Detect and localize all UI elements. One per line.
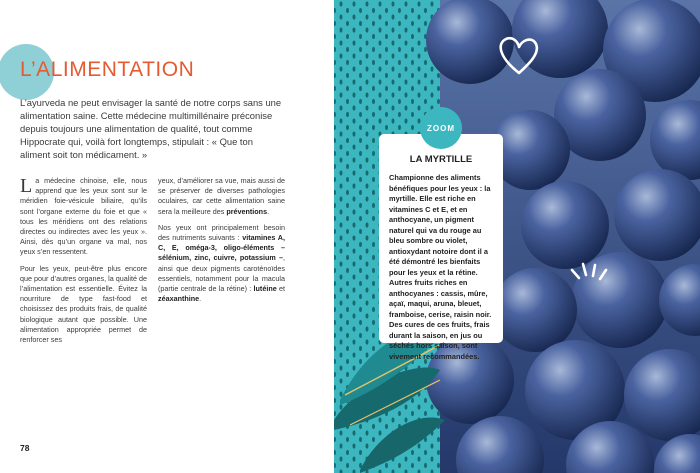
zoom-card-text	[389, 173, 495, 362]
column1-paragraph-2: Pour les yeux, peut-être plus encore que pour d’autres organes, la qualité de l’alimentation est essentielle. Évitez la nourriture de type fast-food et choisissez des produits frais, de qualité biologique autant que possible. Une alimentation appropriée permet de renforcer ses	[20, 263, 147, 345]
left-page	[0, 0, 334, 473]
drop-cap: L	[20, 175, 33, 197]
zoom-card-title: LA MYRTILLE	[409, 154, 473, 165]
zoom-badge: ZOOM	[420, 107, 462, 149]
column2-paragraph-2: Nos yeux ont principalement besoin des nutriments suivants : vitamines A, C, E, oméga-3, oligo-éléments – sélénium, zinc, cuivre, potassium –, ainsi que deux pigments caroténoïdes essentiels, notamment pour la macula (partie centrale de la rétine) : lutéine et zéaxanthine.	[158, 222, 285, 304]
column2-paragraph-1: yeux, d’améliorer sa vue, mais aussi de se préserver de diverses pathologies oculaires, car cette alimentation saine sera la meilleure des préventions.	[158, 176, 285, 216]
page-title: L’ALIMENTATION	[20, 58, 195, 81]
intro-paragraph: L’ayurveda ne peut envisager la santé de notre corps sans une alimentation saine. Cette médecine multimillénaire préconise depuis toujours une alimentation de qualité, tout comme Hippocrate qui, voilà fort longtemps, stipulait : « Que ton aliment soit ton médicament. »	[20, 97, 282, 161]
zoom-card-body: Championne des aliments bénéfiques pour les yeux : la myrtille. Elle est riche en vitamines C et E, et en anthocyane, un pigment naturel qui va du rouge au bleu sombre ou violet, antioxydant notoire dont il a été démontré les bienfaits pour les yeux et la rétine. Autres fruits riches en anthocyanes : cassis, mûre, açaï, maqui, aruna, bleuet, framboise, cerise, raisin noir. Des cures de ces fruits, frais durant la saison, en jus ou séchés hors saison, sont vivement recommandées.	[389, 173, 492, 361]
page-number: 78	[20, 443, 30, 453]
text-column-1	[20, 176, 147, 351]
text-column-2	[158, 176, 285, 310]
column1-paragraph-1: La médecine chinoise, elle, nous apprend que les yeux sont sur le méridien foie-vésicule biliaire, qu’ils sont l’organe externe du foie et que « tous les méridiens ont des relations directes ou indirectes avec les yeux ». Ainsi, dès qu’un organe va mal, nos yeux s’en ressentent.	[20, 175, 147, 257]
